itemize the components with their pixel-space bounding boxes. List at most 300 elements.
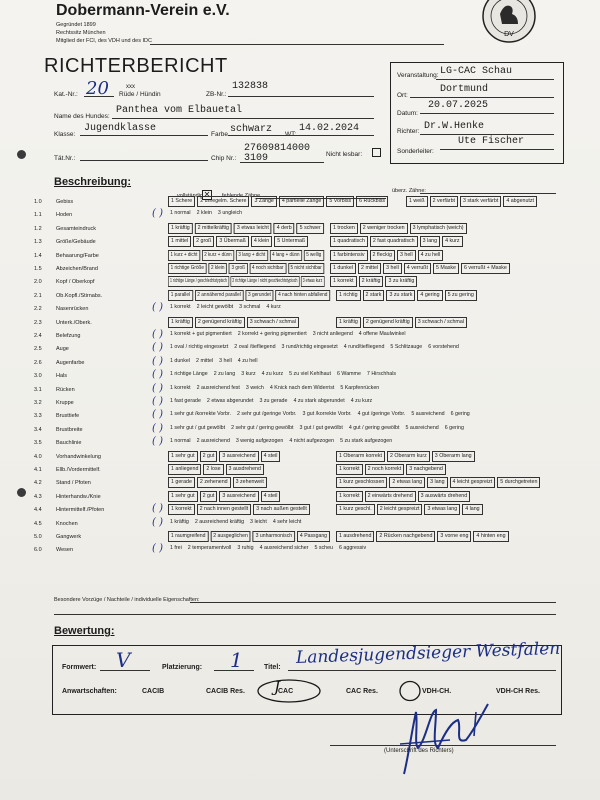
row-option[interactable]: 4 derb [274, 223, 295, 234]
row-option[interactable]: 2 lose [203, 464, 223, 475]
row-option[interactable]: 1 anliegend [168, 464, 201, 475]
page-title: RICHTERBERICHT [44, 55, 228, 77]
row-option[interactable]: 4 klein [251, 236, 272, 247]
row-option[interactable]: 2 ausgeglichen [210, 531, 250, 542]
row-options-secondary [336, 464, 448, 475]
row-option[interactable]: 4 gut /geringe Vorbr. [357, 411, 406, 418]
row-code: 2.2 [34, 306, 42, 313]
row-option[interactable]: 4 lang [462, 504, 482, 515]
row-option[interactable]: 2 annähernd parallel [195, 290, 244, 301]
row-option[interactable]: 3 auswärts drehend [418, 491, 471, 502]
description-row [34, 290, 574, 302]
row-options [168, 504, 312, 515]
place-value: Dortmund [440, 84, 489, 95]
row-option[interactable]: 3 hell [219, 357, 232, 364]
row-option[interactable]: 5 scheu [314, 545, 334, 552]
row-option[interactable]: 3 schwach / schmal [415, 317, 467, 328]
row-options [168, 317, 301, 328]
row-option[interactable]: 5 zu viel Kehlhaut [289, 371, 331, 378]
row-option[interactable]: 2 genügend kräftig [195, 317, 245, 328]
row-name: Hoden [56, 212, 73, 219]
row-option[interactable]: 2 Oberarm kurz [387, 451, 430, 462]
row-option[interactable]: 4 kurz [266, 304, 281, 311]
row-option[interactable]: 2 ausreichend fest [196, 384, 240, 391]
row-option[interactable]: 3 gerundet [245, 290, 273, 301]
row-option[interactable]: 4 zu stark abgerundet [293, 398, 345, 404]
row-option[interactable]: 3 schwach / schmal [247, 317, 299, 328]
placement-line [214, 670, 254, 671]
row-option[interactable]: 5 Schlitzauge [390, 344, 423, 351]
sex-mark: xxx [126, 84, 135, 90]
row-options-secondary [330, 276, 419, 287]
row-code: 5.0 [34, 534, 42, 540]
dog-name-line [112, 118, 374, 119]
description-row [34, 464, 574, 476]
row-option[interactable]: 2 klein [208, 263, 227, 274]
row-options [168, 437, 396, 446]
row-options-secondary [336, 451, 477, 462]
header-rule [150, 44, 444, 45]
row-option[interactable]: 4 rund/tiefliegend [343, 344, 385, 351]
row-option[interactable]: 1 kräftig [170, 518, 189, 525]
row-option[interactable]: 1 normal [170, 210, 191, 217]
formwert-value: V [116, 648, 131, 672]
founded-text: Gegründet 1899 [56, 22, 96, 28]
row-option[interactable]: 4 lang + dünn [270, 250, 302, 261]
row-option[interactable]: 4 nicht aufgezogen [289, 438, 335, 445]
row-option[interactable]: 2 leicht gewölbt [196, 304, 234, 311]
row-option[interactable]: 3 gut / gut gewölbt [299, 424, 343, 431]
row-option[interactable]: 4 sehr leicht [272, 518, 302, 525]
row-options [168, 544, 370, 553]
row-options [168, 491, 282, 502]
row-option[interactable]: 2 richtige Länge / nicht geschlechtstypisch [230, 276, 299, 287]
row-option[interactable]: 1 ausdrehend [336, 531, 374, 542]
row-option[interactable]: 3 nachgebend [406, 464, 446, 475]
row-option[interactable]: 1 sehr gut /korrekte Vorbr. [170, 411, 231, 418]
row-option[interactable]: 4 zu hell [237, 357, 258, 364]
row-option[interactable]: 1 farbintensiv [330, 250, 368, 261]
row-options [168, 303, 285, 312]
description-row [34, 236, 574, 248]
row-option[interactable]: 6 Wamme [336, 371, 361, 378]
row-option[interactable]: 2 korrekt + gering pigmentiert [237, 331, 307, 337]
chip-value-1: 27609814000 [244, 143, 311, 154]
row-option[interactable]: 3 hell [397, 250, 416, 261]
row-option[interactable]: 4 noch sichtbar [249, 263, 286, 274]
row-name: Gesamteindruck [56, 225, 97, 232]
row-name: Belefzung [56, 333, 81, 339]
sex-label: Rüde / Hündin [119, 91, 161, 98]
row-options [168, 343, 463, 352]
row-options-secondary [336, 477, 542, 488]
description-row [34, 477, 574, 489]
row-option[interactable]: 2 sehr gut / gering gewölbt [231, 424, 294, 431]
cat-line [84, 96, 114, 97]
row-option[interactable]: 3 nach außen gestellt [253, 504, 310, 515]
anwartschaft-item[interactable]: CACIB [142, 688, 165, 695]
punch-hole [17, 150, 26, 159]
row-option[interactable]: 1 kurz geschl. [336, 504, 375, 515]
row-options-secondary [406, 196, 539, 207]
row-option[interactable]: 1 gerade [168, 477, 195, 488]
row-option[interactable]: 3 Oberarm lang [432, 451, 475, 462]
anwartschaft-item[interactable]: CACIB Res. [206, 688, 245, 695]
row-option[interactable]: 5 Karpfenrücken [340, 384, 380, 391]
dog-name-label: Name des Hundes: [54, 113, 110, 120]
row-option[interactable]: 3 etwas lang [424, 504, 460, 515]
row-option[interactable]: 4 kurz [442, 236, 462, 247]
title-label: Titel: [264, 664, 281, 671]
row-option[interactable]: 3 leicht [250, 518, 267, 525]
row-option[interactable]: 3 etwas kurz [301, 276, 325, 287]
row-option[interactable]: 4 gering [417, 290, 442, 301]
color-label: Farbe [211, 131, 228, 138]
row-option[interactable]: 2 einwärts drehend [365, 491, 416, 502]
row-option[interactable]: 7 Hirschhals [366, 371, 397, 378]
row-option[interactable]: 2 etwas abgerundet [206, 398, 254, 404]
row-option[interactable]: 1 korrekt [168, 504, 195, 515]
row-option[interactable]: 2 mittel [196, 357, 214, 364]
row-options [168, 263, 326, 274]
row-option[interactable]: 5 ausreichend [405, 424, 439, 431]
date-label: Datum: [397, 110, 418, 117]
row-option[interactable]: 2 klein [196, 210, 212, 217]
row-option[interactable]: 3 kurz [241, 371, 256, 378]
row-option[interactable]: 2 mittel [358, 263, 381, 274]
row-option[interactable]: 1 trocken [330, 223, 358, 234]
row-option[interactable]: 1 parallel [168, 290, 193, 301]
description-row [34, 370, 574, 382]
row-option[interactable]: 5 zu gering [445, 290, 477, 301]
row-option[interactable]: 1 richtige Größe [168, 263, 207, 274]
row-option[interactable]: 5 wellig [304, 250, 324, 261]
row-option[interactable]: 3 stark verfärbt [460, 196, 501, 207]
row-option[interactable]: 1 richtige Länge [170, 371, 208, 378]
row-mark: ( ) [152, 355, 163, 367]
row-option[interactable]: 3 rund/richtig eingesetzt [281, 344, 338, 351]
row-option[interactable]: 3 unharmonisch [253, 531, 295, 542]
row-option[interactable]: 5 zu stark aufgezogen [340, 438, 393, 445]
row-option[interactable]: 2 weniger trocken [360, 223, 408, 234]
row-option[interactable]: 1 fast gerade [170, 398, 201, 404]
row-option[interactable]: 1 raumgreifend [168, 531, 208, 542]
row-options [168, 196, 390, 207]
row-option[interactable]: 3 ausreichend [219, 491, 258, 502]
row-option[interactable]: 2 mittelkräftig [195, 223, 232, 234]
row-option[interactable]: 4 steil [261, 491, 281, 502]
row-mark: ( ) [152, 302, 163, 314]
anwartschaft-item[interactable]: VDH-CH Res. [496, 688, 540, 695]
cat-value: 20 [86, 78, 109, 99]
event-value: LG-CAC Schau [440, 66, 513, 77]
description-row [34, 303, 574, 315]
anwartschaften-label: Anwartschaften: [62, 688, 117, 695]
row-option[interactable]: 3 gut /korrekte Vorbr. [302, 411, 352, 418]
row-option[interactable]: 6 verrußt + Maske [461, 263, 510, 274]
judge-line [420, 134, 554, 135]
row-option[interactable]: 5 schwer [297, 223, 324, 234]
row-option[interactable]: 1 sehr gut [168, 491, 198, 502]
row-options [168, 531, 332, 542]
row-name: Nasenrücken [56, 306, 89, 313]
row-options [168, 330, 410, 339]
row-option[interactable]: 3 lang [420, 236, 440, 247]
row-option[interactable]: 3 zehenweit [233, 477, 267, 488]
row-options-secondary [330, 250, 445, 261]
row-name: Rücken [56, 386, 75, 393]
description-heading: Beschreibung: [54, 176, 132, 188]
club-seal-logo [480, 0, 538, 44]
row-options [168, 357, 262, 366]
description-row [34, 531, 574, 543]
row-option[interactable]: 5 nicht sichtbar [288, 263, 325, 274]
row-option[interactable]: 4 verrußt [404, 263, 431, 274]
row-code: 2.1 [34, 292, 42, 299]
row-option[interactable]: 3 lang + dicht [236, 250, 268, 261]
row-option[interactable]: 1 mittel [168, 236, 191, 247]
row-options [168, 477, 269, 488]
row-option[interactable]: 2 kräftig [359, 276, 384, 287]
row-option[interactable]: 3 vorne eng [437, 531, 471, 542]
row-option[interactable]: 4 zu kurz [350, 398, 373, 404]
unreadable-checkbox[interactable] [372, 148, 381, 157]
row-code: 1.3 [34, 239, 42, 246]
row-code: 3.3 [34, 413, 42, 420]
row-option[interactable]: 2 Rücken nachgebend [376, 531, 435, 542]
row-option[interactable]: 5 Untermaß [274, 236, 308, 247]
row-option[interactable]: 5 durchgetreten [497, 477, 540, 488]
row-option[interactable]: 1 richtig [336, 290, 361, 301]
row-mark: ( ) [152, 369, 163, 381]
row-option[interactable]: 2 oval /tiefliegend [234, 344, 276, 351]
class-line [80, 135, 208, 136]
row-option[interactable]: 2 genügend kräftig [363, 317, 413, 328]
row-option[interactable]: 3 nicht anliegend [312, 331, 353, 337]
description-row [34, 317, 574, 329]
row-option[interactable]: 1 quadratisch [330, 236, 368, 247]
row-option[interactable]: 3 zu stark [386, 290, 415, 301]
row-option[interactable]: 4 abgenutzt [503, 196, 537, 207]
event-line [436, 79, 554, 80]
row-option[interactable]: 1 sehr gut / gut gewölbt [170, 424, 226, 431]
row-option[interactable]: 3 ausdrehend [226, 464, 264, 475]
row-option[interactable]: 1 korrekt [336, 464, 363, 475]
row-option[interactable]: 6 gering [444, 424, 464, 431]
row-option[interactable]: 2 gut [200, 491, 218, 502]
row-option[interactable]: 2 nach innen gestellt [197, 504, 252, 515]
anwartschaft-item[interactable]: CAC [278, 688, 294, 695]
description-row [34, 357, 574, 369]
row-option[interactable]: 4 Knick nach dem Widerrist [269, 384, 335, 391]
row-code: 4.1 [34, 467, 42, 473]
row-options [168, 276, 326, 287]
row-option[interactable]: 5 Maske [433, 263, 459, 274]
row-option[interactable]: 2 kurz + dünn [202, 250, 234, 261]
row-option[interactable]: 1 kräftig [168, 223, 193, 234]
row-option[interactable]: 2 noch korrekt [365, 464, 405, 475]
teeth-full-checkbox[interactable]: ✕ [203, 190, 211, 199]
row-option[interactable]: 2 stark [363, 290, 385, 301]
row-option[interactable]: 2 gut [200, 451, 218, 462]
row-option[interactable]: 1 sehr gut [168, 451, 198, 462]
row-option[interactable]: 1 Oberarm korrekt [336, 451, 385, 462]
row-option[interactable]: 6 aggressiv [339, 545, 367, 552]
row-option[interactable]: 4 hinten eng [473, 531, 508, 542]
row-option[interactable]: 3 zu kräftig [385, 276, 417, 287]
row-option[interactable]: 4 zu hell [418, 250, 444, 261]
unreadable-label: Nicht lesbar: [326, 151, 363, 158]
date-value: 20.07.2025 [428, 100, 489, 111]
row-name: Kopf / Oberkopf [56, 279, 95, 286]
row-mark: ( ) [152, 208, 163, 220]
row-option[interactable]: 1 kräftig [336, 317, 361, 328]
row-option[interactable]: 4 Passgang [297, 531, 330, 542]
taet-line [80, 160, 208, 161]
row-option[interactable]: 1 kräftig [168, 317, 193, 328]
row-option[interactable]: 1 kurz geschlossen [336, 477, 387, 488]
row-option[interactable]: 4 zu kurz [261, 371, 284, 378]
row-name: Unterk./Oberk. [56, 319, 92, 326]
row-mark: ( ) [152, 503, 163, 515]
row-option[interactable]: 2 zu lang [213, 371, 236, 378]
anwartschaft-item[interactable]: VDH-CH. [422, 688, 452, 695]
row-option[interactable]: 4 ausreichend sicher [259, 545, 309, 552]
row-option[interactable]: 3 Übermaß [216, 236, 249, 247]
row-mark: ( ) [152, 342, 163, 354]
row-option[interactable]: 4 offene Maulwinkel [358, 331, 406, 337]
row-option[interactable]: 4 leicht gespreizt [450, 477, 496, 488]
row-option[interactable]: 2 unregelm. Schere [197, 196, 249, 207]
anwartschaft-item[interactable]: CAC Res. [346, 688, 378, 695]
row-option[interactable]: 3 groß [229, 263, 248, 274]
row-name: Gebiss [56, 199, 74, 205]
membership-text: Mitglied der FCI, des VDH und des IDC [56, 38, 152, 44]
wt-label: WT: [285, 131, 297, 138]
row-code: 2.5 [34, 346, 42, 353]
row-option[interactable]: 2 temperamentvoll [187, 545, 232, 552]
row-options [168, 209, 246, 218]
teeth-full-label: vollständig [177, 193, 203, 199]
row-option[interactable]: 3 ruhig [237, 545, 254, 552]
row-name: Abzeichen/Brand [56, 266, 98, 272]
row-option[interactable]: 3 etwas leicht [234, 223, 272, 234]
row-option[interactable]: 4 steil [261, 451, 281, 462]
row-mark: ( ) [152, 436, 163, 448]
row-option[interactable]: 3 wenig aufgezogen [235, 438, 284, 445]
description-row [34, 263, 574, 275]
row-option[interactable]: 3 lang [427, 477, 447, 488]
row-option[interactable]: 4 partielle Zange [279, 196, 324, 207]
special-line-1 [190, 602, 556, 603]
row-option[interactable]: 1 dunkel [170, 357, 191, 364]
row-option[interactable]: 1 korrekt [170, 304, 191, 311]
description-row [34, 196, 574, 208]
row-option[interactable]: 6 gering [450, 411, 470, 418]
chip-line [240, 162, 324, 163]
row-option[interactable]: 3 ausreichend [219, 451, 258, 462]
row-option[interactable]: 3 weich [245, 384, 264, 391]
row-option[interactable]: 5 Vorbiss [326, 196, 354, 207]
row-option[interactable]: 1 richtige Länge / geschlechtstypisch [168, 276, 229, 287]
row-option[interactable]: 1 oval / richtig eingesetzt [170, 344, 229, 351]
row-options [168, 451, 282, 462]
row-option[interactable]: 1 dunkel [330, 263, 356, 274]
row-option[interactable]: 5 ausreichend [411, 411, 445, 418]
row-code: 3.5 [34, 440, 42, 447]
row-option[interactable]: 2 sehr gut /geringe Vorbr. [236, 411, 297, 418]
zb-label: ZB-Nr.: [206, 91, 227, 98]
row-options-secondary [336, 504, 485, 515]
description-row [34, 343, 574, 355]
signature-label: (Unterschrift des Richters) [384, 748, 454, 754]
row-options [168, 424, 468, 433]
row-option[interactable]: 3 lymphatisch (weich) [410, 223, 467, 234]
formwert-line [100, 670, 150, 671]
row-option[interactable]: 2 ausreichend kräftig [194, 518, 245, 525]
row-code: 3.1 [34, 386, 42, 393]
row-option[interactable]: 2 etwas lang [389, 477, 425, 488]
row-option[interactable]: 1 korrekt [330, 276, 357, 287]
row-option[interactable]: 1 korrekt [170, 384, 191, 391]
placement-label: Platzierung: [162, 664, 203, 671]
row-option[interactable]: 2 fast quadratisch [370, 236, 418, 247]
row-name: Auge [56, 346, 69, 353]
row-option[interactable]: 3 hell [383, 263, 402, 274]
row-option[interactable]: 6 vorstehend [428, 344, 459, 351]
chip-label: Chip Nr.: [211, 155, 237, 162]
row-option[interactable]: 6 Rückbiss [356, 196, 388, 207]
description-row [34, 384, 574, 396]
row-option[interactable]: 3 ungleich [217, 210, 243, 217]
row-option[interactable]: 1 korrekt [336, 491, 363, 502]
row-option[interactable]: 1 normal [170, 438, 191, 445]
row-option[interactable]: 2 ausreichend [196, 438, 230, 445]
zb-value: 132838 [232, 81, 269, 92]
row-option[interactable]: 1 weiß [406, 196, 428, 207]
date-line [420, 113, 554, 114]
row-option[interactable]: 1 Schere [168, 196, 195, 207]
row-option[interactable]: 3 schmal [239, 304, 261, 311]
title-line [288, 670, 556, 671]
row-mark: ( ) [152, 329, 163, 340]
row-option[interactable]: 3 zu gerade [259, 398, 288, 404]
row-code: 1.0 [34, 199, 42, 205]
taet-label: Tät.Nr.: [54, 155, 76, 162]
row-option[interactable]: 2 fleckig [370, 250, 395, 261]
row-option[interactable]: 1 kurz + dicht [168, 250, 200, 261]
dog-name-value: Panthea vom Elbauetal [116, 105, 243, 116]
wt-value: 14.02.2024 [299, 123, 360, 134]
row-option[interactable]: 2 leicht gespreizt [377, 504, 423, 515]
row-option[interactable]: 2 groß [193, 236, 214, 247]
row-option[interactable]: 4 nach hinten abfallend [275, 290, 330, 301]
row-name: Kruppe [56, 400, 74, 406]
row-option[interactable]: 4 gut / gering gewölbt [348, 424, 400, 431]
row-option[interactable]: 1 frei [170, 545, 182, 552]
row-option[interactable]: 1 korrekt + gut pigmentiert [170, 331, 232, 337]
row-name: Ellb./Vordermittelf. [56, 467, 101, 473]
row-option[interactable]: 3 Zange [251, 196, 276, 207]
row-name: Brustbreite [56, 426, 83, 433]
place-line [410, 97, 554, 98]
row-code: 1.1 [34, 212, 42, 219]
row-option[interactable]: 2 zehenend [197, 477, 231, 488]
cat-label: Kat.-Nr.: [54, 91, 78, 98]
place-label: Ort: [397, 92, 408, 99]
description-row [34, 276, 574, 288]
row-option[interactable]: 2 verfärbt [430, 196, 458, 207]
